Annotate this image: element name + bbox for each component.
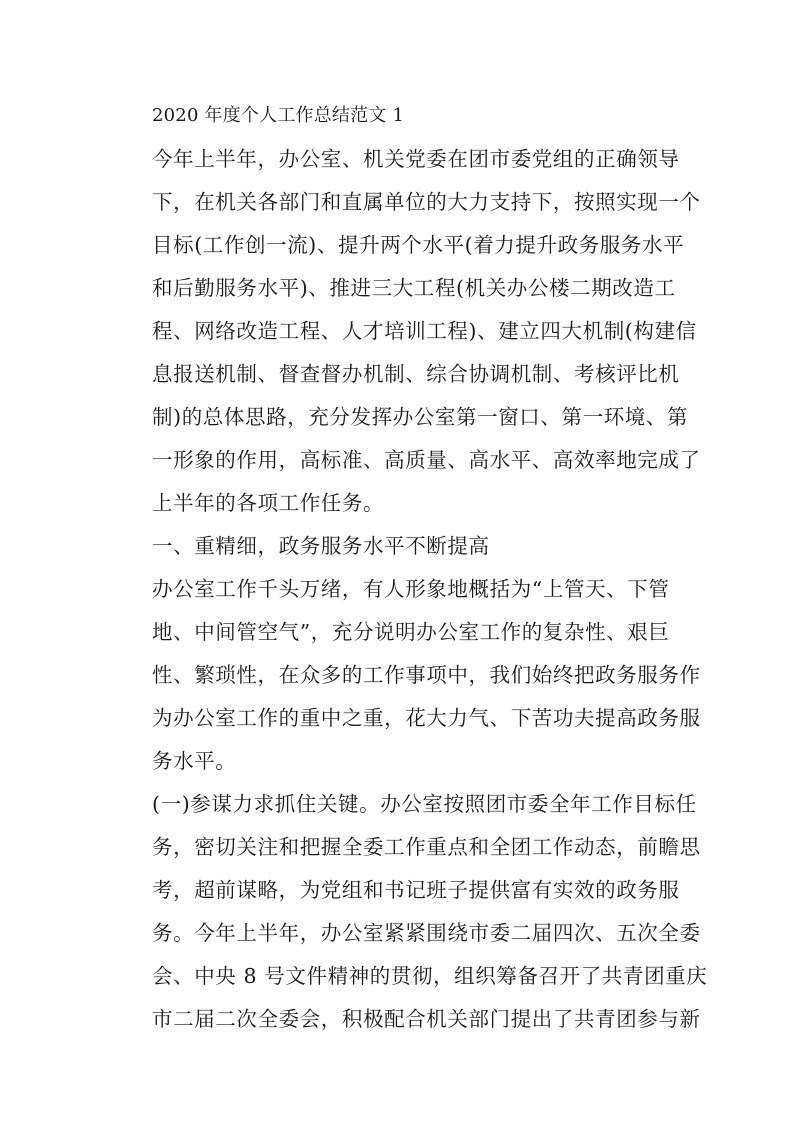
paragraph-line: 和后勤服务水平)、推进三大工程(机关办公楼二期改造工: [152, 276, 676, 300]
paragraph-line: 市二届二次全委会，积极配合机关部门提出了共青团参与新: [152, 1007, 701, 1031]
paragraph-line: 务。今年上半年，办公室紧紧围绕市委二届四次、五次全委: [152, 921, 701, 945]
paragraph-line: 今年上半年，办公室、机关党委在团市委党组的正确领导: [152, 147, 680, 171]
paragraph-line: 为办公室工作的重中之重，花大力气、下苦功夫提高政务服: [152, 706, 701, 730]
section-heading: 一、重精细，政务服务水平不断提高: [152, 534, 490, 558]
paragraph-line: 息报送机制、督查督办机制、综合协调机制、考核评比机: [152, 362, 680, 386]
paragraph-line: 地、中间管空气”，充分说明办公室工作的复杂性、艰巨: [152, 620, 670, 644]
paragraph-line: 目标(工作创一流)、提升两个水平(着力提升政务服务水平: [152, 233, 685, 257]
paragraph-line: (一)参谋力求抓住关键。办公室按照团市委全年工作目标任: [152, 792, 697, 816]
paragraph-line: 一形象的作用，高标准、高质量、高水平、高效率地完成了: [152, 448, 701, 472]
paragraph-line: 程、网络改造工程、人才培训工程)、建立四大机制(构建信: [152, 319, 697, 343]
paragraph-line: 会、中央 8 号文件精神的贯彻，组织筹备召开了共青团重庆: [152, 964, 708, 988]
paragraph-line: 务，密切关注和把握全委工作重点和全团工作动态，前瞻思: [152, 835, 701, 859]
paragraph-line: 制)的总体思路，充分发挥办公室第一窗口、第一环境、第: [152, 405, 689, 429]
document-title: 2020 年度个人工作总结范文 1: [152, 105, 405, 126]
paragraph-line: 性、繁琐性，在众多的工作事项中，我们始终把政务服务作: [152, 663, 701, 687]
paragraph-line: 下，在机关各部门和直属单位的大力支持下，按照实现一个: [152, 190, 701, 214]
paragraph-line: 务水平。: [152, 749, 237, 773]
paragraph-line: 办公室工作千头万绪，有人形象地概括为“上管天、下管: [152, 577, 670, 601]
paragraph-line: 上半年的各项工作任务。: [152, 491, 385, 515]
paragraph-line: 考，超前谋略，为党组和书记班子提供富有实效的政务服: [152, 878, 680, 902]
